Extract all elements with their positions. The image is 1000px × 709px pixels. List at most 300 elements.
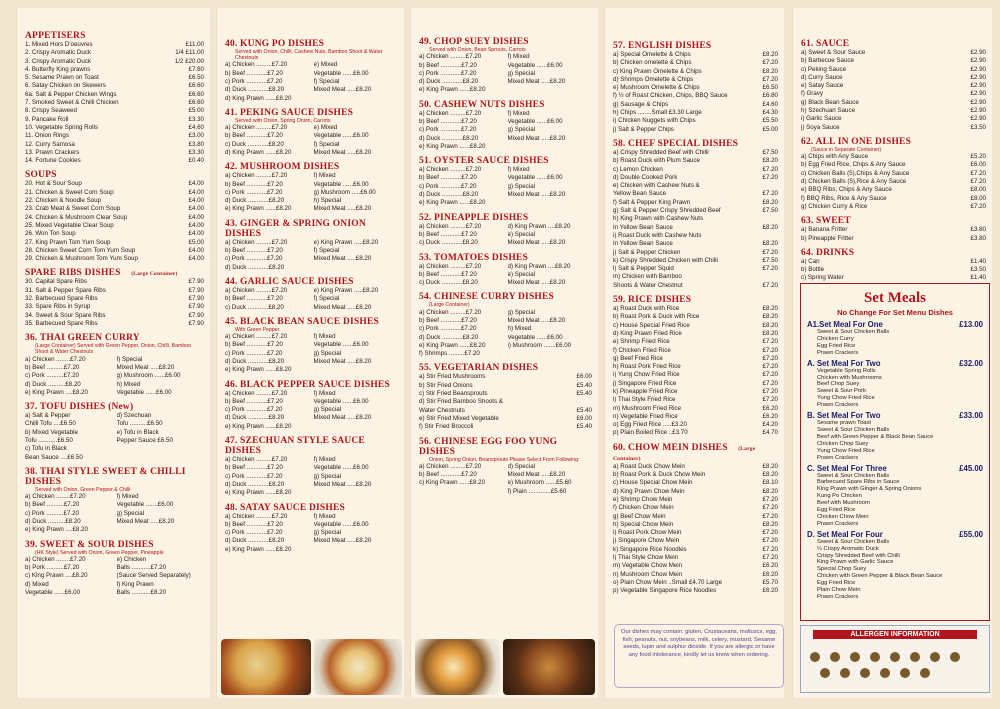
menu-item-price: £5.00 — [762, 125, 778, 133]
menu-item — [801, 203, 986, 211]
menu-item-name: 8. Crispy Seaweed — [25, 107, 77, 115]
menu-item: d) Special — [507, 462, 536, 470]
section-title: 59. RICE DISHES — [613, 295, 692, 306]
menu-item — [508, 350, 593, 358]
section-title: SPARE RIBS DISHES (Large Container) — [25, 268, 178, 279]
allergen-title: ALLERGEN INFORMATION — [813, 630, 977, 639]
rice-list — [613, 305, 778, 438]
menu-item-price — [776, 273, 778, 281]
menu-item: d) Duck ............£8.20 — [419, 333, 479, 341]
menu-item: d) Duck ..........£8.20 — [25, 380, 81, 388]
allergen-icon — [890, 652, 900, 662]
menu-item-name: g) Salt & Pepper Crispy Shredded Beef — [613, 207, 721, 215]
menu-item: e) King Prawn ......£8.20 — [225, 489, 292, 497]
menu-item-price: £7.20 — [762, 248, 778, 256]
menu-item-price: £8.20 — [762, 240, 778, 248]
menu-item-price: £2.90 — [970, 73, 986, 81]
allergen-notice: Our dishes may contain: gluten, Crustaceans, molluscs, egg, fish, peanuts, nut, soybeans, milk, celery, mustard, Sesame seeds, lupin and sulphur dioxide. If you are allergic or have any food intolerance, kindly let us know when ordering. — [614, 624, 784, 688]
set-meal-line: Vegetable Spring Rolls — [817, 367, 876, 374]
menu-item — [613, 240, 778, 248]
menu-item: h) Mixed — [507, 325, 532, 333]
menu-item-price: 1/4 £11.00 — [175, 49, 204, 57]
menu-item: g) Special — [507, 126, 536, 134]
menu-item: d) Mixed — [25, 580, 49, 588]
menu-item — [613, 101, 778, 109]
menu-item: f) Mixed — [507, 109, 530, 117]
menu-item-name: 25. Mixed Vegetable Clear Soup — [25, 221, 114, 229]
menu-item-name: 12. Curry Samosa — [25, 140, 75, 148]
menu-item: b) Beef ............£7.20 — [225, 341, 283, 349]
set-meal-price: £45.00 — [959, 463, 983, 473]
menu-item — [613, 68, 778, 76]
menu-item — [613, 207, 778, 215]
menu-item-price: £6.60 — [188, 82, 204, 90]
menu-item: b) Beef ..........£7.20 — [25, 501, 80, 509]
section-title: 36. THAI GREEN CURRY — [25, 333, 140, 344]
menu-item-price: £4.00 — [188, 221, 204, 229]
menu-item — [801, 186, 986, 194]
menu-item — [613, 109, 778, 117]
menu-item-name: 3. Crispy Aromatic Duck — [25, 57, 92, 65]
menu-item — [801, 99, 986, 107]
sweetsour-grid — [25, 556, 204, 597]
menu-item: Chilli Tofu ....£6.50 — [25, 420, 76, 428]
menu-item-price: £7.50 — [762, 256, 778, 264]
section-title: 43. GINGER & SPRING ONION DISHES — [225, 218, 366, 239]
set-meal-line: Sesame prawn Toast — [817, 420, 872, 427]
menu-item — [613, 224, 778, 232]
section-title: 61. SAUCE — [801, 39, 850, 49]
menu-item — [613, 479, 778, 487]
menu-item-name: c) Stir Fried Beansprouts — [419, 390, 488, 398]
menu-item-price: £6.60 — [188, 90, 204, 98]
menu-item — [613, 166, 778, 174]
menu-item-price: £4.00 — [188, 246, 204, 254]
menu-item: Tofu ...........£6.50 — [25, 436, 73, 444]
menu-item-name: 30. Capital Spare Ribs — [25, 278, 87, 286]
menu-item-price: £6.50 — [762, 84, 778, 92]
menu-item-name: 24. Chicken & Mushroom Clear Soup — [25, 213, 128, 221]
set-meal-line: Chicken Chow Mein — [817, 513, 869, 520]
menu-item: Mixed Meat .....£8.20 — [507, 316, 566, 324]
menu-item: b) Beef ............£7.20 — [419, 316, 477, 324]
menu-item: a) Chicken .........£7.20 — [419, 53, 482, 61]
menu-item-price: £7.20 — [762, 495, 778, 503]
menu-item: g) Special — [507, 182, 536, 190]
set-meal-line: Egg Fried Rice — [817, 507, 856, 514]
set-meals-list — [807, 320, 983, 601]
menu-item: c) Duck ............£8.20 — [419, 239, 478, 247]
menu-item: Mixed Meat .....£8.20 — [313, 303, 372, 311]
menu-item-name: 23. Crab Meat & Sweet Corn Soup — [25, 205, 121, 213]
menu-item-price: £4.00 — [188, 188, 204, 196]
section-title: 56. CHINESE EGG FOO YUNG DISHES — [419, 436, 558, 457]
menu-item: c) Pork ............£7.20 — [419, 182, 477, 190]
allergen-icon — [820, 668, 830, 678]
menu-item: e) King Prawn ....£8.20 — [25, 526, 88, 534]
menu-item — [25, 303, 204, 311]
menu-item — [25, 189, 204, 197]
menu-item — [314, 423, 399, 431]
menu-item — [801, 195, 986, 203]
chowmein-list — [613, 463, 778, 596]
menu-item-price: £7.20 — [970, 178, 986, 186]
menu-item-name: Shoots & Water Chestnut — [613, 281, 683, 289]
menu-item: h) Mixed — [116, 380, 141, 388]
menu-item: f) Special — [313, 295, 340, 303]
set-meal-price: £33.00 — [959, 411, 983, 421]
menu-item-price: £3.30 — [188, 148, 204, 156]
menu-item: Tofu ..........£6.50 — [116, 420, 163, 428]
menu-item: Mixed Meat .....£8.20 — [313, 255, 372, 263]
allergen-icon — [950, 652, 960, 662]
menu-item-price: £4.20 — [762, 421, 778, 429]
menu-item — [613, 562, 778, 570]
menu-item — [613, 84, 778, 92]
menu-item-price: £5.00 — [188, 238, 204, 246]
menu-item-price: £7.80 — [188, 65, 204, 73]
section-title: 55. VEGETARIAN DISHES — [419, 363, 539, 374]
menu-item-name: e) Shrimp Chow Mein — [613, 495, 673, 503]
menu-item: d) King Prawn ......£8.20 — [225, 148, 292, 156]
menu-item-name: In Yellow Bean Sauce — [613, 223, 673, 231]
allergen-icon — [920, 668, 930, 678]
set-meal-line: Plain Chow Mein — [817, 587, 861, 594]
menu-item: c) Duck ............£8.20 — [419, 279, 478, 287]
menu-item-price: £7.20 — [762, 537, 778, 545]
menu-item — [613, 405, 778, 413]
menu-item-price: £8.20 — [762, 462, 778, 470]
menu-item-name: d) Shrimps Omelette & Chips — [613, 75, 694, 83]
section-title: 44. GARLIC SAUCE DISHES — [225, 276, 354, 287]
food-photo-4 — [503, 639, 595, 695]
menu-item-price: £8.00 — [970, 194, 986, 202]
menu-item-price: £0.40 — [188, 157, 204, 165]
menu-item-name: f) ½ of Roast Chicken, Chips, BBQ Sauce — [613, 92, 728, 100]
menu-item-name: h) King Prawn with Cashew Nuts — [613, 215, 704, 223]
section-title: 41. PEKING SAUCE DISHES — [225, 107, 354, 118]
menu-item — [613, 282, 778, 290]
set-meal-line: Beef Chop Suey — [817, 381, 860, 388]
menu-item: g) Special — [116, 509, 145, 517]
menu-item — [801, 107, 986, 115]
menu-item-name: g) Black Bean Sauce — [801, 98, 859, 106]
menu-item — [419, 398, 592, 406]
menu-item — [801, 170, 986, 178]
menu-item: e) King Prawn ......£8.20 — [419, 341, 486, 349]
set-meal-line: Chicken Curry — [817, 335, 854, 342]
menu-item — [117, 526, 205, 534]
menu-item — [613, 273, 778, 281]
menu-item: i) Mushroom .......£6.00 — [507, 341, 572, 349]
menu-item: c) Pork ..........£7.20 — [25, 509, 79, 517]
menu-item-name: n) Mushroom Chow Mein — [613, 570, 683, 578]
set-meal-line: Sweet & Sour Chicken Balls — [817, 538, 890, 545]
set-meal-price: £32.00 — [959, 358, 983, 368]
menu-item: c) Pork ............£7.20 — [225, 529, 283, 537]
menu-item: a) Chicken .........£7.20 — [225, 124, 288, 132]
menu-item-name: n) Vegetable Fried Rice — [613, 412, 678, 420]
menu-item: a) Chicken .........£7.20 — [225, 389, 288, 397]
menu-item-name: m) Vegetable Chow Mein — [613, 562, 683, 570]
menu-item-price: £5.50 — [762, 117, 778, 125]
section-title: SOUPS — [25, 170, 57, 181]
menu-item-name: b) Stir Fried Onions — [419, 381, 473, 389]
menu-item-name: b) Pineapple Fritter — [801, 234, 854, 242]
menu-item: b) Beef ............£7.20 — [225, 295, 283, 303]
menu-item: h) Special — [313, 197, 342, 205]
menu-item-name: b) Roast Pork & Duck with Rice — [613, 313, 700, 321]
section-title: 64. DRINKS — [801, 247, 855, 258]
menu-item — [25, 205, 204, 213]
menu-item-price: £7.20 — [762, 512, 778, 520]
menu-item: Bean Sauce ....£6.50 — [25, 453, 83, 461]
menu-item — [25, 320, 204, 328]
menu-item: Mixed Meat .....£8.20 — [507, 134, 566, 142]
menu-item-price: £7.20 — [970, 169, 986, 177]
menu-item: g) Special — [313, 529, 342, 537]
menu-item: e) King Prawn ......£8.20 — [225, 422, 292, 430]
menu-item — [117, 445, 205, 453]
menu-item: d) King Prawn ......£8.20 — [225, 94, 292, 102]
menu-item — [419, 488, 504, 496]
menu-item-name: b) Chicken omelette & Chips — [613, 59, 692, 67]
menu-item: b) Beef ............£7.20 — [419, 270, 477, 278]
menu-item — [613, 149, 778, 157]
menu-item: e) Special — [507, 230, 536, 238]
menu-item — [613, 182, 778, 190]
menu-item-price: £7.90 — [188, 311, 204, 319]
menu-item — [613, 215, 778, 223]
menu-item-price: £7.20 — [762, 396, 778, 404]
menu-item: f) Special — [313, 78, 340, 85]
menu-item — [613, 571, 778, 579]
menu-item — [314, 489, 399, 497]
menu-item-name: h) Roast Pork Fried Rice — [613, 363, 681, 371]
menu-item-price: £7.90 — [188, 286, 204, 294]
curry-grid — [419, 309, 592, 359]
menu-item: d) King Prawn ....£8.20 — [507, 222, 571, 230]
menu-item-price: £6.20 — [762, 570, 778, 578]
set-meal-line: Prawn Crackers — [817, 594, 859, 600]
cashew-grid — [419, 110, 592, 151]
menu-item: a) Chicken .........£7.20 — [419, 262, 482, 270]
menu-item — [613, 322, 778, 330]
menu-item-name: c) Chicken Balls (5),Chips & Any Sauce — [801, 169, 910, 177]
menu-item-price — [776, 182, 778, 190]
menu-item — [613, 496, 778, 504]
set-meal-line: Barbecued Spare Ribs in Sauce — [817, 479, 900, 486]
menu-item: f) Mixed — [313, 333, 336, 341]
szechuan-grid — [225, 456, 398, 497]
menu-item-name: a) Roast Duck Chow Mein — [613, 462, 685, 470]
menu-item — [419, 390, 592, 398]
allergen-icon — [860, 668, 870, 678]
menu-item-name: 7. Smoked Sweet & Chilli Chicken — [25, 99, 119, 107]
thaisweet-grid — [25, 493, 204, 534]
menu-item — [314, 95, 399, 103]
menu-item: e) King Prawn ......£8.20 — [419, 86, 486, 94]
menu-item-price: £6.20 — [762, 412, 778, 420]
menu-item — [419, 382, 592, 390]
menu-item: a) Chicken ........£7.20 — [25, 355, 86, 363]
menu-item-name: i) Roast Duck with Cashew Nuts — [613, 231, 702, 239]
menu-item-name: a) Stir Fried Mushrooms — [419, 373, 486, 381]
menu-item-name: j) Soya Sauce — [801, 123, 840, 131]
set-meal-line: Chicken with Mushrooms — [817, 374, 882, 381]
menu-item-price: £2.90 — [970, 82, 986, 90]
menu-item-name: m) Mushroom Fried Rice — [613, 404, 682, 412]
menu-item — [613, 92, 778, 100]
menu-item-name: i) Garlic Sauce — [801, 115, 842, 123]
menu-item: g) Mushroom .....£6.00 — [313, 188, 376, 196]
english-list — [613, 51, 778, 134]
menu-item-price: £4.00 — [188, 197, 204, 205]
section-title: 62. ALL IN ONE DISHES — [801, 136, 912, 147]
section-title: 60. CHOW MEIN DISHES (Large Container) — [613, 442, 756, 462]
set-meal-line: Prawn Crackers — [817, 349, 859, 356]
menu-item — [613, 388, 778, 396]
menu-item: f) King Prawn — [116, 580, 154, 588]
section-title: 51. OYSTER SAUCE DISHES — [419, 156, 549, 167]
menu-item-name: 6. Satay Chicken on Skewers — [25, 82, 106, 90]
menu-item-name: In Yellow Bean Sauce — [613, 240, 673, 248]
menu-item: f) Plain .............£5.60 — [507, 487, 567, 495]
menu-item — [25, 255, 204, 263]
menu-item: a) Chicken .........£7.20 — [419, 462, 482, 470]
menu-item: g) Special — [313, 472, 342, 480]
menu-item-name: e) BBQ Ribs, Chips & Any Sauce — [801, 186, 892, 194]
menu-item: Vegetable .......£6.00 — [116, 501, 174, 509]
menu-item — [25, 295, 204, 303]
menu-item: c) Pork ............£7.20 — [225, 78, 283, 85]
menu-item: d) Duck ............£8.20 — [225, 357, 285, 365]
menu-item-name: 13. Prawn Crackers — [25, 148, 80, 156]
menu-item — [613, 117, 778, 125]
menu-item — [613, 174, 778, 182]
set-meals-title: Set Meals — [863, 290, 927, 306]
menu-item: a) Chicken .........£7.20 — [419, 222, 482, 230]
section-note: Served with Onion, Bean Sprouts, Carrots — [429, 47, 526, 53]
menu-item-price: £5.00 — [188, 107, 204, 115]
allergen-icon — [870, 652, 880, 662]
menu-item — [419, 423, 592, 431]
menu-item — [613, 413, 778, 421]
menu-item-name: b) Roast Pork & Duck Chow Mein — [613, 471, 706, 479]
menu-item-price: £7.90 — [188, 303, 204, 311]
menu-item: a) Chicken .........£7.20 — [225, 333, 288, 341]
menu-item-name: 28. Chicken Sweet Corn Tom Yum Soup — [25, 246, 136, 254]
menu-item-name: 2. Crispy Aromatic Duck — [25, 49, 92, 57]
menu-item: e) King Prawn ......£8.20 — [225, 205, 292, 213]
menu-item-price: £3.00 — [188, 132, 204, 140]
menu-item — [25, 116, 204, 124]
menu-item-name: 14. Fortune Cookies — [25, 157, 81, 165]
menu-item: Vegetable ......£6.00 — [507, 174, 563, 182]
menu-item: b) Beef ............£7.20 — [419, 174, 477, 182]
menu-item-name: g) Sausage & Chips — [613, 100, 669, 108]
menu-item: d) King Prawn ....£8.20 — [507, 262, 571, 270]
menu-item: a) Chicken .........£7.20 — [225, 238, 288, 246]
menu-item — [613, 546, 778, 554]
menu-item-price: £6.50 — [188, 74, 204, 82]
menu-item: c) Pork ..........£7.20 — [25, 372, 79, 380]
menu-item-price: £8.20 — [762, 487, 778, 495]
menu-item — [801, 266, 986, 274]
menu-item: d) Duck ..........£8.20 — [25, 517, 81, 525]
menu-item-price: £8.20 — [762, 321, 778, 329]
menu-item-name: e) Stir Fried Mixed Vegetable — [419, 414, 499, 422]
menu-item: d) Duck ............£8.20 — [225, 537, 285, 545]
menu-item: d) Duck ............£8.20 — [225, 86, 285, 94]
menu-item-price: £7.20 — [762, 173, 778, 181]
mushroom-grid — [225, 172, 398, 213]
menu-item-name: 9. Pancake Roll — [25, 115, 69, 123]
menu-item-name: d) Double Cooked Pork — [613, 173, 678, 181]
menu-item — [25, 287, 204, 295]
menu-item — [801, 178, 986, 186]
menu-item — [613, 587, 778, 595]
section-title: 38. THAI STYLE SWEET & CHILLI DISHES — [25, 466, 186, 487]
menu-item: c) Pork ............£7.20 — [225, 188, 283, 196]
set-meal-line: King Prawn with Garlic Sauce — [817, 559, 894, 566]
tomato-grid — [419, 263, 592, 288]
menu-item-price: £2.90 — [970, 90, 986, 98]
menu-item-name: j) Singapore Chow Mein — [613, 537, 680, 545]
menu-item — [613, 126, 778, 134]
menu-item: b) Beef ............£7.20 — [419, 230, 477, 238]
set-meal-line: Beef with Mushroom — [817, 500, 870, 507]
allergen-icon — [900, 668, 910, 678]
menu-item: c) Pork ............£7.20 — [225, 472, 283, 480]
menu-item-price: £3.80 — [188, 140, 204, 148]
menu-item-price: £2.90 — [970, 65, 986, 73]
set-meal-line: Yung Chow Fried Rice — [817, 395, 875, 402]
section-title: 37. TOFU DISHES (New) — [25, 402, 134, 413]
menu-item: Mixed Meat .....£8.20 — [507, 239, 566, 247]
blackbean-grid — [225, 333, 398, 374]
food-photo-2 — [314, 639, 402, 695]
menu-item-price: £4.70 — [762, 429, 778, 437]
oyster-grid — [419, 166, 592, 207]
menu-item-name: 1. Mixed Hors D'oeuvres — [25, 41, 93, 48]
set-meal-line: Sweet & Sour Pork — [817, 388, 866, 395]
menu-item-name: 11. Onion Rings — [25, 132, 69, 140]
menu-item: g) Special — [313, 349, 342, 357]
menu-item-price: £7.20 — [762, 363, 778, 371]
set-meal-line: ¼ Crispy Aromatic Duck — [817, 545, 879, 552]
menu-item — [801, 82, 986, 90]
section-title: 46. BLACK PEPPER SAUCE DISHES — [225, 379, 390, 390]
menu-item: a) Chicken .........£7.20 — [419, 166, 482, 174]
menu-item-price: £7.20 — [762, 379, 778, 387]
allergen-icon — [880, 668, 890, 678]
allergen-info-box — [800, 625, 990, 693]
menu-item: Vegetable ......£6.00 — [313, 132, 369, 140]
menu-item: f) Shrimps .........£7.20 — [419, 350, 480, 358]
menu-item-price: £8.10 — [762, 479, 778, 487]
menu-item-name: f) Gravy — [801, 90, 824, 98]
set-meal-line: Crispy Shredded Beef with Chilli — [817, 552, 900, 559]
menu-item — [801, 258, 986, 266]
menu-item: Mixed Meat .....£8.20 — [313, 86, 372, 94]
menu-item-name: c) House Special Fried Rice — [613, 321, 690, 329]
menu-item-price: £6.00 — [970, 161, 986, 169]
menu-item: e) Mixed — [313, 124, 338, 132]
menu-item — [419, 415, 592, 423]
menu-item — [613, 265, 778, 273]
section-title: 53. TOMATOES DISHES — [419, 252, 528, 263]
